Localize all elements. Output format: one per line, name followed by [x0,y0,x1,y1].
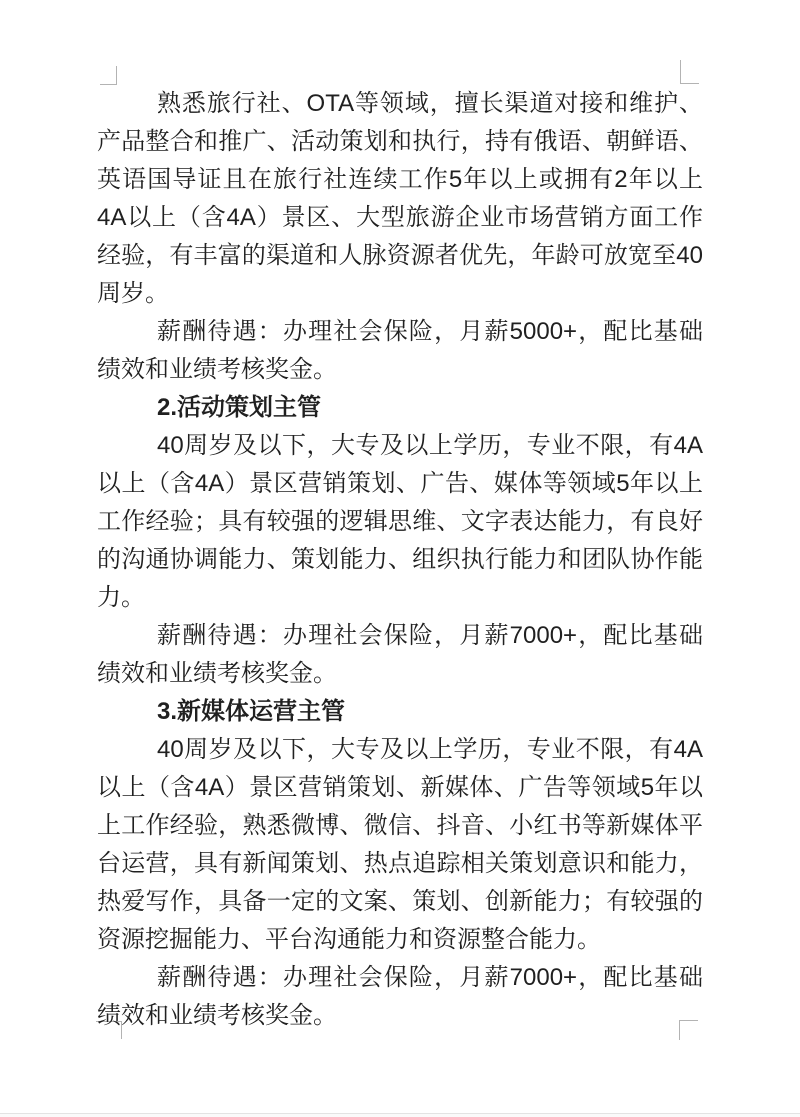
section-heading: 2.活动策划主管 [157,394,322,421]
body-paragraph: 40周岁及以下，大专及以上学历，专业不限，有4A以上（含4A）景区营销策划、广告、媒体等领域5年以上工作经验；具有较强的逻辑思维、文字表达能力，有良好的沟通协调能力、策划能力、组织执行能力和团队协作能力。 [97,432,703,611]
document-body [97,85,703,1035]
page-bottom-divider [0,1113,800,1117]
section-heading: 3.新媒体运营主管 [157,698,346,725]
body-paragraph: 薪酬待遇：办理社会保险，月薪7000+，配比基础绩效和业绩考核奖金。 [97,964,703,1029]
body-paragraph: 熟悉旅行社、OTA等领域，擅长渠道对接和维护、产品整合和推广、活动策划和执行，持有俄语、朝鲜语、英语国导证且在旅行社连续工作5年以上或拥有2年以上4A以上（含4A）景区、大型旅游企业市场营销方面工作经验，有丰富的渠道和人脉资源者优先，年龄可放宽至40周岁。 [97,90,703,307]
body-paragraph: 40周岁及以下，大专及以上学历，专业不限，有4A以上（含4A）景区营销策划、新媒体、广告等领域5年以上工作经验，熟悉微博、微信、抖音、小红书等新媒体平台运营，具有新闻策划、热点追踪相关策划意识和能力，热爱写作，具备一定的文案、策划、创新能力；有较强的资源挖掘能力、平台沟通能力和资源整合能力。 [97,736,703,953]
text-boundary-mark-top-left-icon [100,66,117,85]
body-paragraph: 薪酬待遇：办理社会保险，月薪5000+，配比基础绩效和业绩考核奖金。 [97,318,703,383]
body-paragraph: 薪酬待遇：办理社会保险，月薪7000+，配比基础绩效和业绩考核奖金。 [97,622,703,687]
text-boundary-mark-top-right-icon [680,60,699,84]
